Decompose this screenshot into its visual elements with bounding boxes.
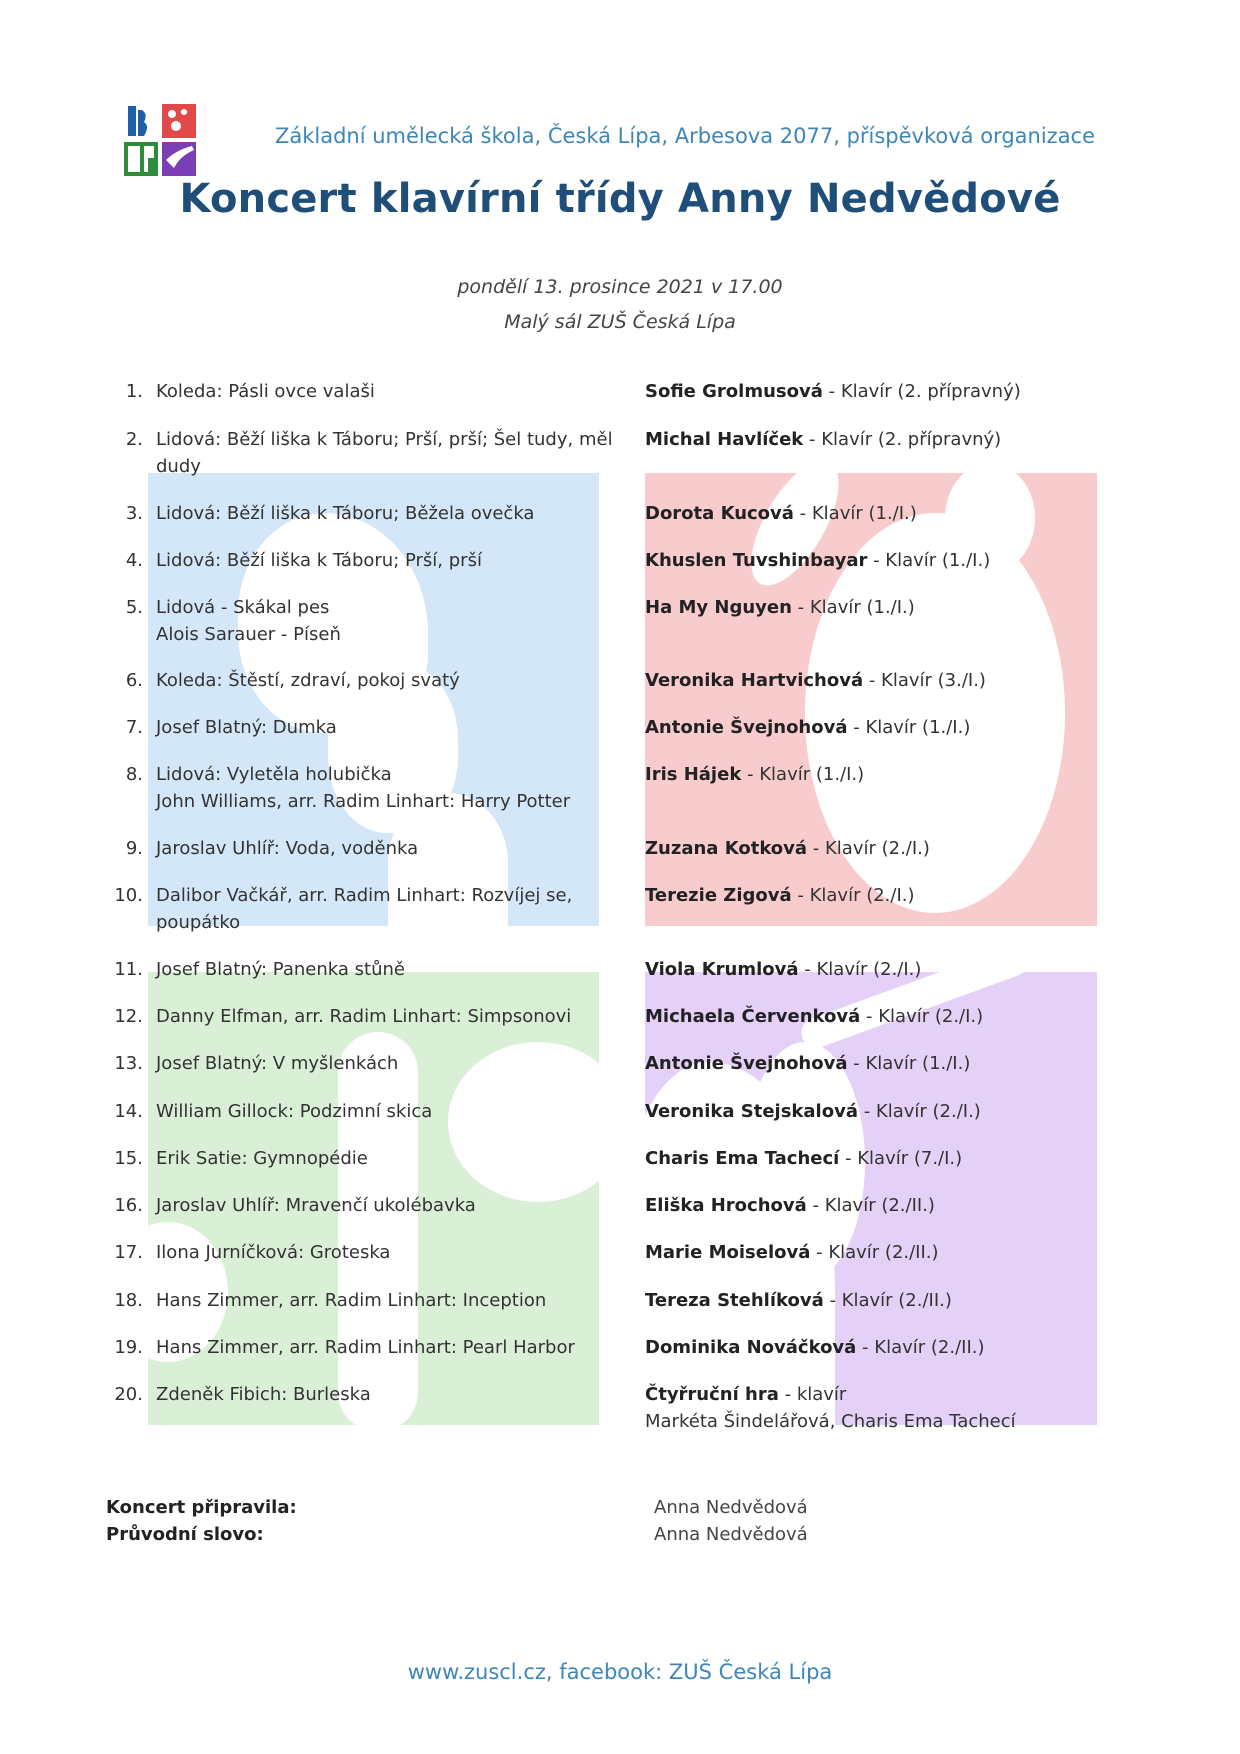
piece-title: Danny Elfman, arr. Radim Linhart: Simpsonovi [156, 1006, 572, 1027]
performer-name: Eliška Hrochová [645, 1195, 807, 1216]
piece-title: Josef Blatný: Panenka stůně [156, 959, 405, 980]
credits-labels [106, 1494, 297, 1548]
program-number: 12. [114, 1006, 143, 1027]
program-piece [156, 500, 706, 527]
performer-instrument: - Klavír (2./I.) [857, 1101, 981, 1122]
performer-name: Iris Hájek [645, 764, 742, 785]
program-piece [156, 1334, 706, 1361]
performer-name: Antonie Švejnohová [645, 717, 848, 738]
program-number: 11. [114, 959, 143, 980]
performer-instrument: - Klavír (2./I.) [807, 838, 930, 859]
piece-title: Lidová: Běží liška k Táboru; Prší, prší; Šel tudy, měl dudy [156, 429, 613, 477]
credits-names [654, 1494, 808, 1548]
program-number: 15. [114, 1148, 143, 1169]
performer-second-line: Markéta Šindelářová, Charis Ema Tachecí [645, 1411, 1016, 1432]
program-piece [156, 667, 706, 694]
program-performer [645, 956, 1115, 983]
performer-name: Marie Moiselová [645, 1242, 811, 1263]
program-performer [645, 1239, 1115, 1266]
program-number: 7. [125, 717, 143, 738]
program-number: 5. [125, 597, 143, 618]
performer-instrument: - Klavír (2./I.) [860, 1006, 984, 1027]
performer-name: Viola Krumlová [645, 959, 799, 980]
program-number: 16. [114, 1195, 143, 1216]
performer-instrument: - Klavír (2./II.) [806, 1195, 935, 1216]
performer-instrument: - Klavír (2./I.) [798, 959, 922, 980]
performer-name: Sofie Grolmusová [645, 381, 823, 402]
speech-label: Průvodní slovo: [106, 1524, 264, 1545]
program-performer [645, 761, 1115, 788]
program-performer [645, 1098, 1115, 1125]
piece-title-second: John Williams, arr. Radim Linhart: Harry Potter [156, 791, 571, 812]
performer-instrument: - Klavír (1./I.) [847, 1053, 971, 1074]
performer-name: Tereza Stehlíková [645, 1290, 824, 1311]
program-performer [645, 1050, 1115, 1077]
performer-name: Charis Ema Tachecí [645, 1148, 840, 1169]
page-title: Koncert klavírní třídy Anny Nedvědové [179, 176, 1061, 222]
performer-instrument: - Klavír (2./II.) [856, 1337, 985, 1358]
piece-title: Erik Satie: Gymnopédie [156, 1148, 368, 1169]
piece-title: Lidová: Běží liška k Táboru; Prší, prší [156, 550, 482, 571]
program-number: 10. [114, 885, 143, 906]
program-number: 3. [125, 503, 143, 524]
program-number: 8. [125, 764, 143, 785]
piece-title: Jaroslav Uhlíř: Voda, voděnka [156, 838, 419, 859]
program-piece [156, 714, 706, 741]
program-performer [645, 547, 1115, 574]
program-piece [156, 426, 706, 480]
performer-name: Michaela Červenková [645, 1006, 861, 1027]
program-number: 19. [114, 1337, 143, 1358]
program-performer [645, 667, 1115, 694]
piece-title: Lidová - Skákal pes [156, 597, 330, 618]
program-performer [645, 1381, 1115, 1435]
performer-instrument: - Klavír (1./I.) [741, 764, 865, 785]
program-number: 13. [114, 1053, 143, 1074]
performer-name: Veronika Hartvichová [645, 670, 864, 691]
piece-title-second: Alois Sarauer - Píseň [156, 624, 341, 645]
piece-title: Josef Blatný: V myšlenkách [156, 1053, 399, 1074]
performer-name: Veronika Stejskalová [645, 1101, 858, 1122]
program-performer [645, 1145, 1115, 1172]
piece-title: Lidová: Běží liška k Táboru; Běžela ovečka [156, 503, 535, 524]
program-piece [156, 1145, 706, 1172]
piece-title: Hans Zimmer, arr. Radim Linhart: Pearl Harbor [156, 1337, 575, 1358]
program-piece [156, 1192, 706, 1219]
program-piece [156, 1003, 706, 1030]
program-piece [156, 882, 706, 936]
program-performer [645, 1334, 1115, 1361]
performer-instrument: - Klavír (2. přípravný) [822, 381, 1021, 402]
prepared-label: Koncert připravila: [106, 1497, 297, 1518]
program-piece [156, 1381, 706, 1408]
program-performer [645, 835, 1115, 862]
program-piece [156, 547, 706, 574]
program-number: 4. [125, 550, 143, 571]
program-number: 17. [114, 1242, 143, 1263]
concert-date: pondělí 13. prosince 2021 v 17.00 [457, 276, 783, 298]
program-piece [156, 835, 706, 862]
performer-name: Terezie Zigová [645, 885, 792, 906]
performer-name: Čtyřruční hra [645, 1384, 779, 1405]
performer-instrument: - Klavír (1./I.) [791, 597, 915, 618]
program-number: 1. [125, 381, 143, 402]
performer-name: Zuzana Kotková [645, 838, 808, 859]
program-performer [645, 1192, 1115, 1219]
program-piece [156, 761, 706, 815]
program-performer [645, 594, 1115, 621]
piece-title: Josef Blatný: Dumka [156, 717, 337, 738]
performer-instrument: - Klavír (2./I.) [791, 885, 915, 906]
program-number: 9. [125, 838, 143, 859]
program-performer [645, 500, 1115, 527]
footer-web-links[interactable]: www.zuscl.cz, facebook: ZUŠ Česká Lípa [407, 1660, 833, 1684]
performer-instrument: - Klavír (2./II.) [810, 1242, 939, 1263]
performer-instrument: - Klavír (2. přípravný) [803, 429, 1002, 450]
piece-title: Zdeněk Fibich: Burleska [156, 1384, 371, 1405]
program-piece [156, 1098, 706, 1125]
concert-venue: Malý sál ZUŠ Česká Lípa [504, 311, 736, 333]
piece-title: Koleda: Štěstí, zdraví, pokoj svatý [156, 670, 460, 691]
performer-instrument: - klavír [778, 1384, 847, 1405]
performer-instrument: - Klavír (1./I.) [867, 550, 991, 571]
program-performer [645, 1287, 1115, 1314]
piece-title: William Gillock: Podzimní skica [156, 1101, 433, 1122]
program-piece [156, 1287, 706, 1314]
performer-name: Dorota Kucová [645, 503, 794, 524]
performer-name: Michal Havlíček [645, 429, 804, 450]
piece-title: Ilona Jurníčková: Groteska [156, 1242, 391, 1263]
performer-name: Antonie Švejnohová [645, 1053, 848, 1074]
school-logo-icon [124, 104, 198, 176]
program-performer [645, 714, 1115, 741]
piece-title: Dalibor Vačkář, arr. Radim Linhart: Rozvíjej se, poupátko [156, 885, 573, 933]
program-piece [156, 956, 706, 983]
program-performer [645, 378, 1115, 405]
performer-name: Dominika Nováčková [645, 1337, 857, 1358]
performer-instrument: - Klavír (1./I.) [793, 503, 917, 524]
program-performer [645, 1003, 1115, 1030]
piece-title: Lidová: Vyletěla holubička [156, 764, 392, 785]
program-number: 14. [114, 1101, 143, 1122]
piece-title: Jaroslav Uhlíř: Mravenčí ukolébavka [156, 1195, 476, 1216]
program-number: 2. [125, 429, 143, 450]
performer-instrument: - Klavír (1./I.) [847, 717, 971, 738]
program-piece [156, 1239, 706, 1266]
program-performer [645, 882, 1115, 909]
speech-by: Anna Nedvědová [654, 1524, 808, 1545]
performer-instrument: - Klavír (3./I.) [863, 670, 986, 691]
program-piece [156, 594, 706, 648]
program-performer [645, 426, 1115, 453]
piece-title: Hans Zimmer, arr. Radim Linhart: Inception [156, 1290, 547, 1311]
performer-name: Khuslen Tuvshinbayar [645, 550, 868, 571]
piece-title: Koleda: Pásli ovce valaši [156, 381, 375, 402]
performer-name: Ha My Nguyen [645, 597, 792, 618]
performer-instrument: - Klavír (2./II.) [823, 1290, 952, 1311]
performer-instrument: - Klavír (7./I.) [839, 1148, 963, 1169]
prepared-by: Anna Nedvědová [654, 1497, 808, 1518]
program-number: 18. [114, 1290, 143, 1311]
program-piece [156, 378, 706, 405]
program-piece [156, 1050, 706, 1077]
program-number: 20. [114, 1384, 143, 1405]
program-number: 6. [125, 670, 143, 691]
school-name: Základní umělecká škola, Česká Lípa, Arbesova 2077, příspěvková organizace [274, 124, 1096, 148]
